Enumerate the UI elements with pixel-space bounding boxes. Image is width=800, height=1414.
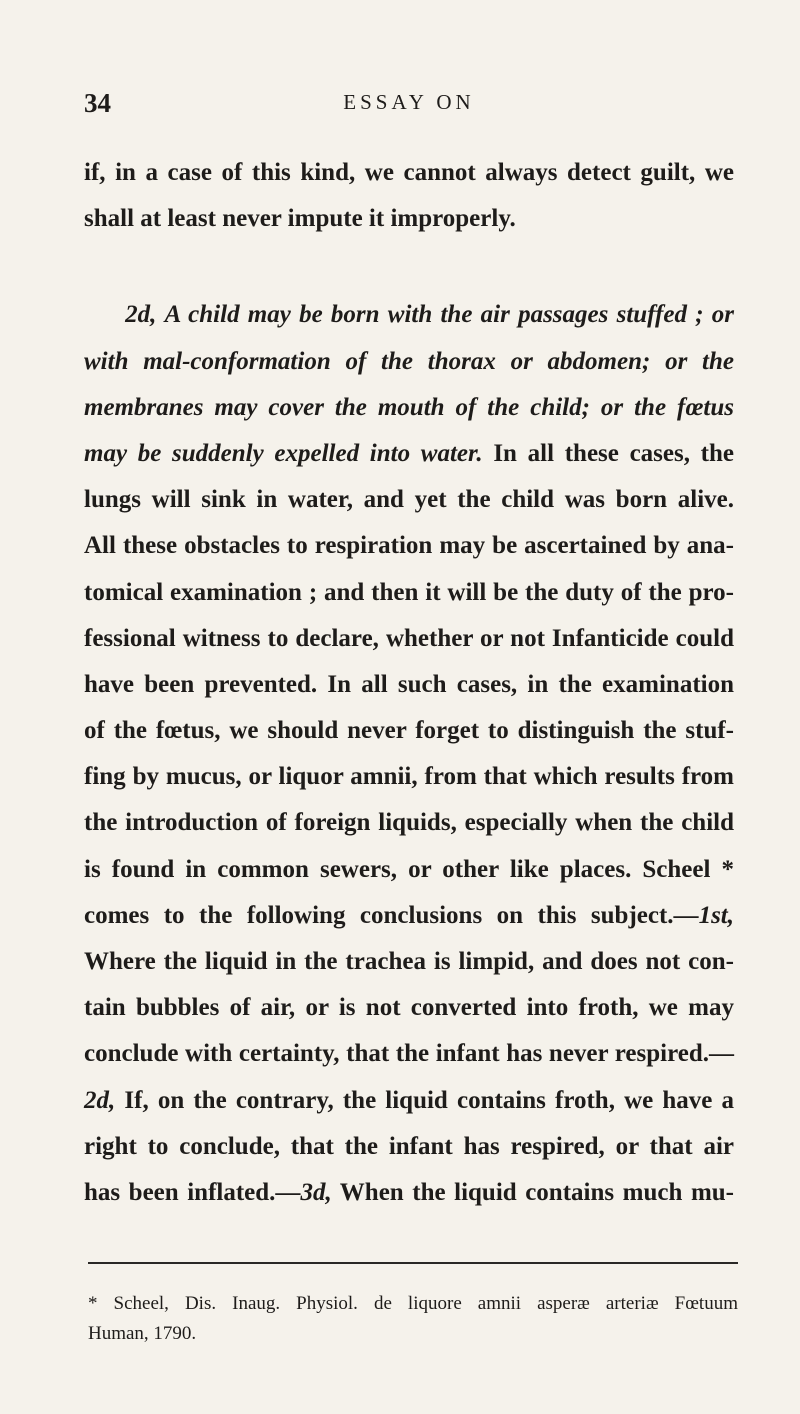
- text-line: of the fœtus, we should never forget to distinguish the stuf-: [84, 717, 734, 745]
- page-number: 34: [84, 88, 111, 118]
- text-line: right to conclude, that the infant has respired, or that air: [84, 1132, 734, 1160]
- footnote-line: Human, 1790.: [88, 1323, 197, 1344]
- text-span: In all these cases, the: [493, 439, 735, 467]
- running-head: ESSAY ON: [343, 90, 475, 114]
- footnote: [88, 1289, 738, 1349]
- body-text: [84, 150, 734, 1216]
- text-line: conclude with certainty, that the infant has never respired.—: [84, 1040, 734, 1068]
- text-span: When the liquid contains much mu-: [339, 1178, 734, 1206]
- text-line: [84, 1078, 734, 1124]
- text-line: shall at least never impute it improperly.: [84, 205, 516, 233]
- text-line: lungs will sink in water, and yet the child was born alive.: [84, 486, 734, 514]
- text-line: tomical examination ; and then it will be the duty of the pro-: [84, 578, 734, 606]
- italic-text: may be suddenly expelled into water.: [84, 439, 483, 467]
- footnote-rule: [88, 1262, 738, 1264]
- text-line: [84, 893, 734, 939]
- text-line: [84, 1170, 734, 1216]
- enumeration: 3d,: [300, 1178, 332, 1206]
- text-line: tain bubbles of air, or is not converted into froth, we may: [84, 994, 734, 1022]
- text-line: have been prevented. In all such cases, in the examination: [84, 670, 734, 698]
- text-line: [84, 292, 734, 338]
- text-line: the introduction of foreign liquids, especially when the child: [84, 809, 734, 837]
- text-line: [84, 431, 734, 477]
- page-header: [84, 88, 734, 124]
- italic-text: A child may be born with the air passages stuffed ; or: [164, 301, 734, 329]
- enumeration: 2d,: [125, 301, 157, 329]
- text-line: membranes may cover the mouth of the child; or the fœtus: [84, 393, 734, 421]
- text-span: If, on the contrary, the liquid contains froth, we have a: [124, 1086, 734, 1114]
- enumeration: 1st,: [698, 901, 734, 929]
- footnote-line: * Scheel, Dis. Inaug. Physiol. de liquore amnii asperæ arteriæ Fœtuum: [88, 1293, 738, 1314]
- text-line: is found in common sewers, or other like places. Scheel *: [84, 855, 734, 883]
- text-line: All these obstacles to respiration may be ascertained by ana-: [84, 532, 734, 560]
- text-line: with mal-conformation of the thorax or abdomen; or the: [84, 347, 734, 375]
- text-line: fessional witness to declare, whether or not Infanticide could: [84, 624, 734, 652]
- text-span: has been inflated.—: [84, 1178, 301, 1206]
- text-line: if, in a case of this kind, we cannot always detect guilt, we: [84, 159, 734, 186]
- text-line: Where the liquid in the trachea is limpid, and does not con-: [84, 948, 734, 975]
- enumeration: 2d,: [84, 1086, 116, 1114]
- text-line: fing by mucus, or liquor amnii, from that which results from: [84, 763, 734, 791]
- text-span: comes to the following conclusions on this subject.—: [84, 901, 699, 929]
